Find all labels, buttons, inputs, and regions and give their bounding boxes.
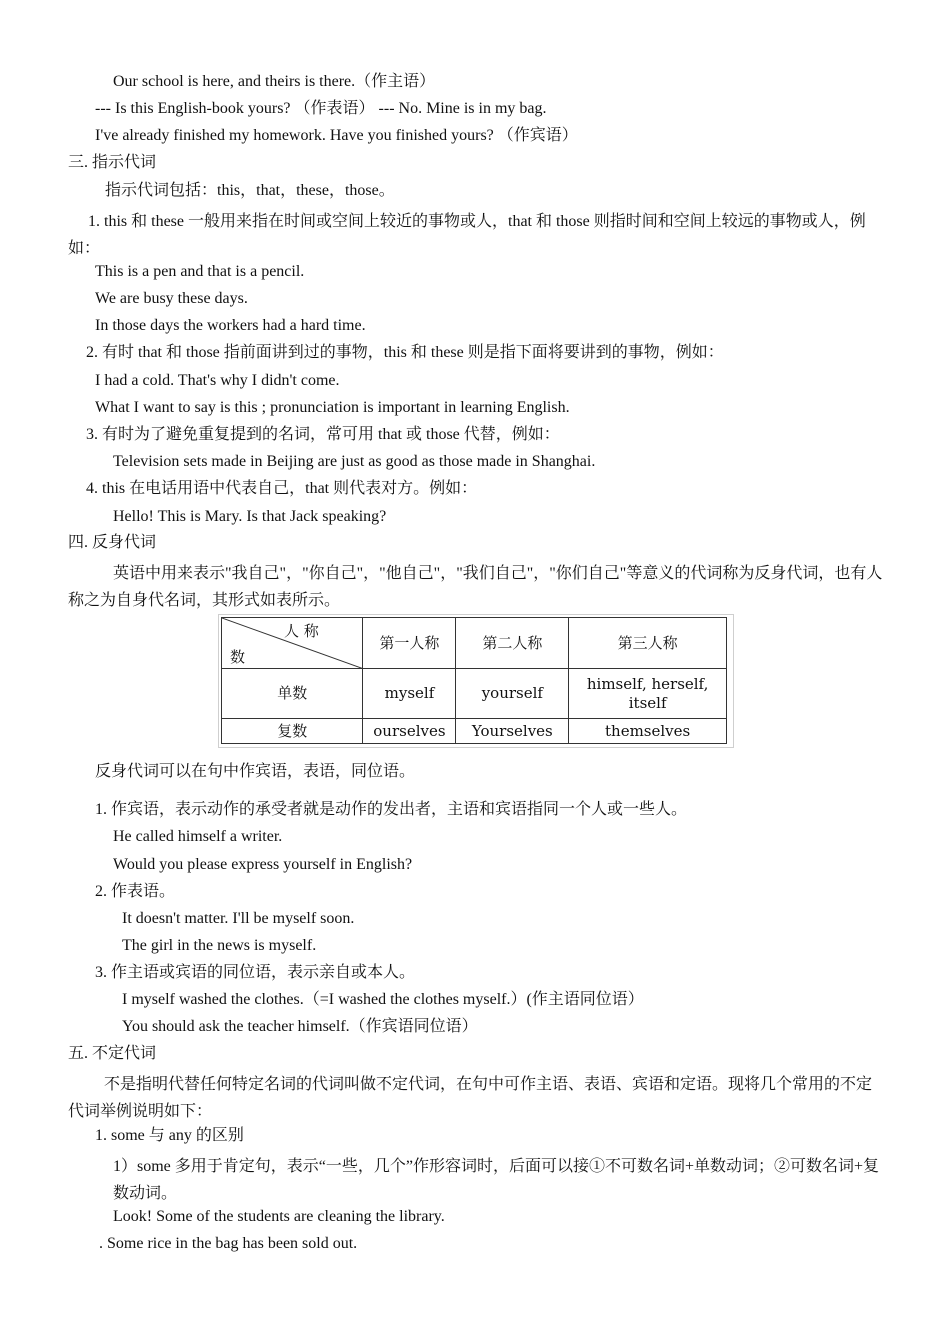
example-line: --- Is this English-book yours? （作表语） --- No. Mine is in my bag. — [95, 100, 547, 117]
table-cell: themselves — [569, 719, 727, 744]
example-line: In those days the workers had a hard time. — [95, 317, 366, 334]
table-cell — [569, 669, 727, 719]
paragraph: 1. some 与 any 的区别 — [95, 1127, 244, 1144]
corner-label-number: 数 — [230, 648, 246, 666]
row-label-plural: 复数 — [222, 719, 363, 744]
example-line: I myself washed the clothes.（=I washed the clothes myself.）(作主语同位语） — [122, 991, 644, 1008]
example-line: Look! Some of the students are cleaning the library. — [113, 1208, 445, 1225]
table-cell: ourselves — [363, 719, 456, 744]
paragraph: 反身代词可以在句中作宾语，表语，同位语。 — [95, 763, 416, 780]
example-line: This is a pen and that is a pencil. — [95, 263, 305, 280]
paragraph: 2. 作表语。 — [95, 883, 176, 900]
table-cell: myself — [363, 669, 456, 719]
paragraph: 3. 作主语或宾语的同位语，表示亲自或本人。 — [95, 964, 416, 981]
example-line: It doesn't matter. I'll be myself soon. — [122, 910, 355, 927]
example-line: I've already finished my homework. Have you finished yours? （作宾语） — [95, 127, 578, 144]
example-line: Our school is here, and theirs is there.（作主语） — [113, 73, 436, 90]
table-corner-cell — [222, 618, 363, 669]
reflexive-pronoun-table — [218, 614, 734, 748]
paragraph: 英语中用来表示"我自己"，"你自己"，"他自己"，"我们自己"，"你们自己"等意义的代词称为反身代词，也有人称之为自身代名词，其形式如表所示。 — [68, 565, 883, 609]
example-line: The girl in the news is myself. — [122, 937, 317, 954]
table-header: 第三人称 — [569, 618, 727, 669]
section-heading-reflexive: 四. 反身代词 — [68, 534, 157, 551]
paragraph: 指示代词包括：this，that，these，those。 — [105, 182, 395, 199]
example-line: I had a cold. That's why I didn't come. — [95, 372, 340, 389]
row-label-singular: 单数 — [222, 669, 363, 719]
example-line: Would you please express yourself in English? — [113, 856, 413, 873]
paragraph: 4. this 在电话用语中代表自己，that 则代表对方。例如： — [86, 480, 478, 497]
example-line: You should ask the teacher himself.（作宾语同位语） — [122, 1018, 478, 1035]
example-line: We are busy these days. — [95, 290, 248, 307]
example-line: . Some rice in the bag has been sold out. — [99, 1235, 358, 1252]
table-cell-line: itself — [628, 693, 667, 712]
paragraph: 2. 有时 that 和 those 指前面讲到过的事物，this 和 these 则是指下面将要讲到的事物，例如： — [86, 344, 724, 361]
example-line: What I want to say is this ; pronunciation is important in learning English. — [95, 399, 570, 416]
paragraph: 3. 有时为了避免重复提到的名词，常可用 that 或 those 代替，例如： — [86, 426, 560, 443]
table-cell: yourself — [456, 669, 569, 719]
table-cell: Yourselves — [456, 719, 569, 744]
paragraph: 1. 作宾语，表示动作的承受者就是动作的发出者，主语和宾语指同一个人或一些人。 — [95, 801, 688, 818]
paragraph: 1）some 多用于肯定句，表示“一些，几个”作形容词时，后面可以接①不可数名词+单数动词；②可数名词+复数动词。 — [113, 1158, 880, 1202]
table-header: 第二人称 — [456, 618, 569, 669]
example-line: He called himself a writer. — [113, 828, 283, 845]
section-heading-indefinite: 五. 不定代词 — [68, 1045, 157, 1062]
paragraph: 不是指明代替任何特定名词的代词叫做不定代词，在句中可作主语、表语、宾语和定语。现将几个常用的不定代词举例说明如下： — [68, 1076, 873, 1120]
table-header: 第一人称 — [363, 618, 456, 669]
paragraph: 1. this 和 these 一般用来指在时间或空间上较近的事物或人，that 和 those 则指时间和空间上较远的事物或人，例如： — [68, 213, 866, 257]
section-heading-demonstrative: 三. 指示代词 — [68, 154, 157, 171]
example-line: Hello! This is Mary. Is that Jack speaking? — [113, 508, 387, 525]
corner-label-person: 人 称 — [284, 622, 319, 640]
example-line: Television sets made in Beijing are just as good as those made in Shanghai. — [113, 453, 596, 470]
table-cell-line: himself, herself, — [586, 674, 709, 693]
